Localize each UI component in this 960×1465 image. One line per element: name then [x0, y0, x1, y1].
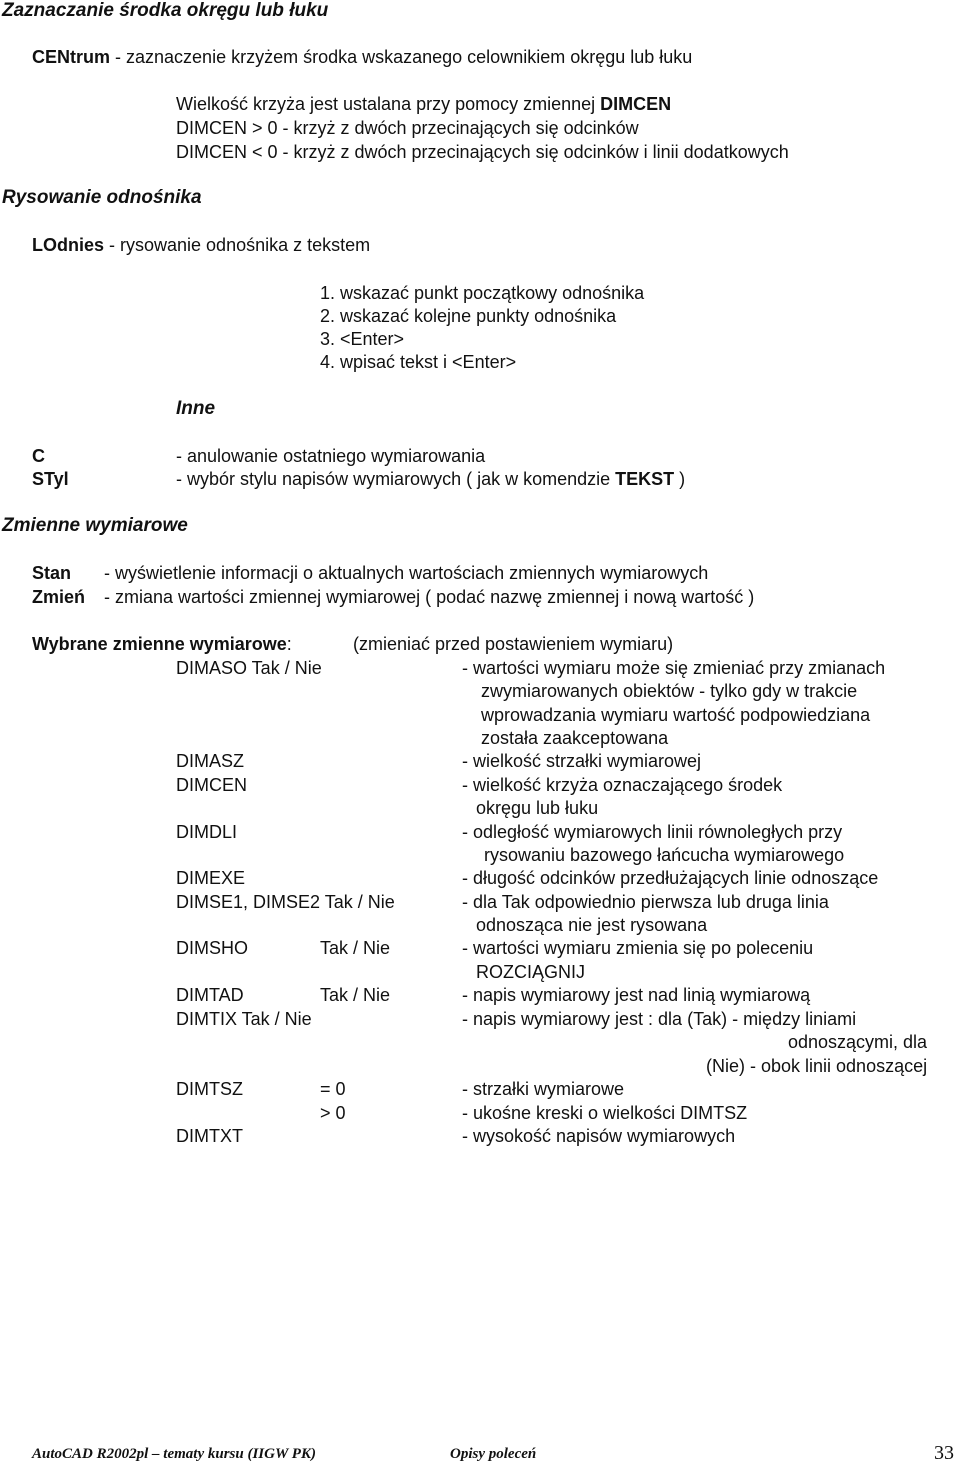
dimtix-name: DIMTIX Tak / Nie — [176, 1009, 312, 1029]
dimse-desc-1: - dla Tak odpowiednio pierwsza lub druga linia — [462, 892, 829, 912]
dimcen-negative-line: DIMCEN < 0 - krzyż z dwóch przecinających się odcinków i linii dodatkowych — [176, 142, 789, 162]
zmien-key: Zmień — [32, 587, 86, 607]
footer-middle: Opisy poleceń — [450, 1446, 537, 1462]
other-options-heading: Inne — [176, 398, 216, 419]
dimtsz-name: DIMTSZ — [176, 1079, 243, 1099]
lodnies-command: LOdnies — [32, 235, 105, 255]
dimtix-desc-2: odnoszącymi, dla — [788, 1032, 928, 1052]
option-styl-description — [176, 468, 685, 490]
stan-key: Stan — [32, 563, 72, 583]
dimtsz-value-2: > 0 — [320, 1103, 346, 1123]
dimsho-name: DIMSHO — [176, 938, 248, 958]
styl-end: ) — [674, 469, 686, 489]
page-number: 33 — [934, 1442, 954, 1464]
selected-vars-title: Wybrane zmienne wymiarowe — [32, 634, 287, 654]
styl-command: TEKST — [615, 469, 675, 489]
dimcen-positive-line: DIMCEN > 0 - krzyż z dwóch przecinających się odcinków — [176, 118, 639, 138]
dimaso-desc-2: zwymiarowanych obiektów - tylko gdy w trakcie — [481, 681, 858, 701]
dimcen-desc-2: okręgu lub łuku — [476, 798, 599, 818]
dimtsz-desc-1: - strzałki wymiarowe — [462, 1079, 625, 1099]
dimcen-variable: DIMCEN — [600, 94, 672, 114]
section-heading-leader: Rysowanie odnośnika — [2, 187, 202, 208]
dimcen-desc-1: - wielkość krzyża oznaczającego środek — [462, 775, 783, 795]
dimexe-desc-1: - długość odcinków przedłużających linie odnoszące — [462, 868, 879, 888]
leader-step-4: 4. wpisać tekst i <Enter> — [320, 352, 517, 372]
lodnies-description: - rysowanie odnośnika z tekstem — [104, 235, 371, 255]
centrum-command: CENtrum — [32, 47, 111, 67]
dimsho-value: Tak / Nie — [320, 938, 391, 958]
selected-vars-note: (zmieniać przed postawieniem wymiaru) — [353, 634, 674, 654]
leader-step-2: 2. wskazać kolejne punkty odnośnika — [320, 306, 617, 326]
dimse-desc-2: odnosząca nie jest rysowana — [476, 915, 708, 935]
dimasz-desc-1: - wielkość strzałki wymiarowej — [462, 751, 702, 771]
dimaso-desc-1: - wartości wymiaru może się zmieniać przy zmianach — [462, 658, 886, 678]
dimtad-name: DIMTAD — [176, 985, 244, 1005]
dimcen-name: DIMCEN — [176, 775, 247, 795]
stan-description: - wyświetlenie informacji o aktualnych wartościach zmiennych wymiarowych — [104, 563, 709, 583]
leader-step-3: 3. <Enter> — [320, 329, 405, 349]
dimtix-desc-1: - napis wymiarowy jest : dla (Tak) - między liniami — [462, 1009, 857, 1029]
dimtad-value: Tak / Nie — [320, 985, 391, 1005]
dimaso-desc-4: została zaakceptowana — [481, 728, 669, 748]
dimtxt-desc-1: - wysokość napisów wymiarowych — [462, 1126, 736, 1146]
dimtsz-value-1: = 0 — [320, 1079, 346, 1099]
section-heading-vars: Zmienne wymiarowe — [2, 515, 188, 536]
dimtsz-desc-2: - ukośne kreski o wielkości DIMTSZ — [462, 1103, 748, 1123]
option-c-description: - anulowanie ostatniego wymiarowania — [176, 446, 486, 466]
dimtix-desc-3: (Nie) - obok linii odnoszącej — [706, 1056, 928, 1076]
dimdli-desc-1: - odległość wymiarowych linii równoległych przy — [462, 822, 843, 842]
dimdli-name: DIMDLI — [176, 822, 238, 842]
styl-text: - wybór stylu napisów wymiarowych ( jak w komendzie — [176, 469, 616, 489]
dimcen-info-line — [176, 93, 671, 115]
selected-vars-colon: : — [286, 634, 292, 654]
centrum-description: - zaznaczenie krzyżem środka wskazanego celownikiem okręgu lub łuku — [110, 47, 693, 67]
centrum-line — [32, 46, 692, 68]
selected-vars-heading — [32, 633, 292, 655]
leader-step-1: 1. wskazać punkt początkowy odnośnika — [320, 283, 645, 303]
zmien-description: - zmiana wartości zmiennej wymiarowej ( podać nazwę zmiennej i nową wartość ) — [104, 587, 755, 607]
section-heading-center: Zaznaczanie środka okręgu lub łuku — [2, 0, 329, 21]
lodnies-line — [32, 234, 370, 256]
option-styl-key: STyl — [32, 469, 69, 489]
dimsho-desc-2: ROZCIĄGNIJ — [476, 962, 586, 982]
dimtxt-name: DIMTXT — [176, 1126, 243, 1146]
dimsho-desc-1: - wartości wymiaru zmienia się po poleceniu — [462, 938, 814, 958]
dimexe-name: DIMEXE — [176, 868, 246, 888]
footer-left: AutoCAD R2002pl – tematy kursu (IIGW PK) — [32, 1446, 316, 1462]
dimasz-name: DIMASZ — [176, 751, 245, 771]
dimaso-name: DIMASO Tak / Nie — [176, 658, 322, 678]
dimse-name: DIMSE1, DIMSE2 Tak / Nie — [176, 892, 395, 912]
dimtad-desc-1: - napis wymiarowy jest nad linią wymiarową — [462, 985, 811, 1005]
dimaso-desc-3: wprowadzania wymiaru wartość podpowiedziana — [481, 705, 871, 725]
option-c-key: C — [32, 446, 45, 466]
dimcen-info-text: Wielkość krzyża jest ustalana przy pomocy zmiennej — [176, 94, 601, 114]
dimdli-desc-2: rysowaniu bazowego łańcucha wymiarowego — [484, 845, 845, 865]
